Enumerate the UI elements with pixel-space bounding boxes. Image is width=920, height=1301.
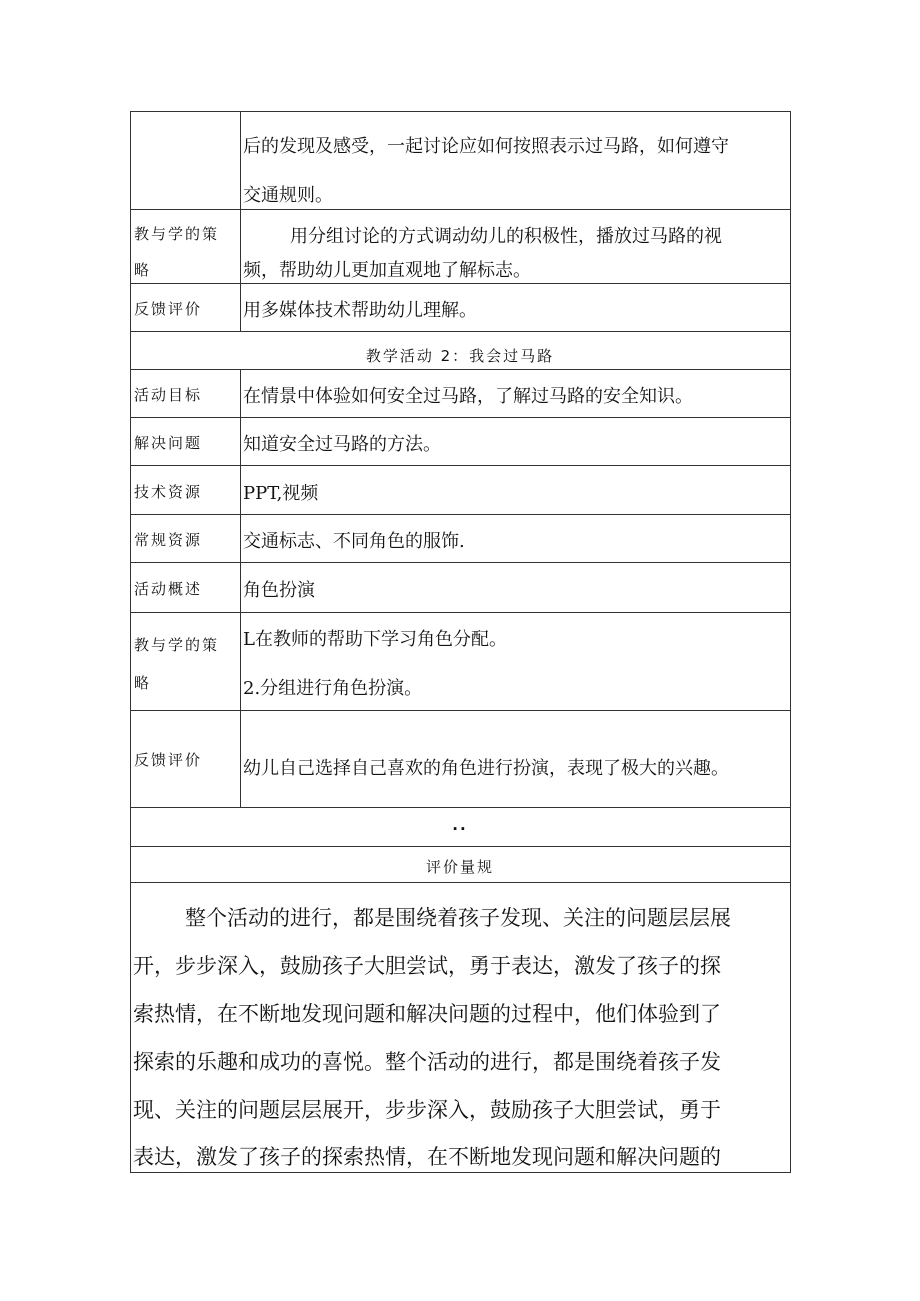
tech-label: 技术资源	[134, 483, 203, 501]
feedback1-value: 用多媒体技术帮助幼儿理解。	[243, 300, 477, 321]
strategy1-value-line-2: 频，帮助幼儿更加直观地了解标志。	[243, 260, 531, 281]
continuation-line-1: 后的发现及感受，一起讨论应如何按照表示过马路，如何遵守	[243, 136, 729, 157]
rubric-title: 评价量规	[425, 858, 494, 876]
regular-label: 常规资源	[134, 531, 203, 549]
strategy2-value-line-2: 2.分组进行角色扮演。	[243, 678, 423, 699]
strategy1-label-line-1: 教与学的策	[134, 225, 220, 243]
overview-label: 活动概述	[134, 580, 203, 598]
rubric-line-5: 现、关注的问题层层展开，步步深入，鼓励孩子大胆尝试，勇于	[133, 1098, 721, 1122]
problem-label: 解决问题	[134, 434, 203, 452]
regular-value: 交通标志、不同角色的服饰.	[243, 531, 465, 552]
rubric-line-4: 探索的乐趣和成功的喜悦。整个活动的进行，都是围绕着孩子发	[133, 1050, 721, 1074]
tech-value: PPT,视频	[243, 483, 319, 504]
rubric-line-1: 整个活动的进行，都是围绕着孩子发现、关注的问题层层展	[185, 906, 731, 930]
dots-row: ..	[452, 816, 468, 834]
continuation-line-2: 交通规则。	[243, 185, 333, 206]
strategy1-value-line-1: 用分组讨论的方式调动幼儿的积极性，播放过马路的视	[290, 226, 722, 247]
rubric-line-6: 表达，激发了孩子的探索热情，在不断地发现问题和解决问题的	[133, 1145, 721, 1169]
rubric-line-2: 开，步步深入，鼓励孩子大胆尝试，勇于表达，激发了孩子的探	[133, 954, 721, 978]
strategy2-value-line-1: L在教师的帮助下学习角色分配。	[243, 629, 507, 650]
rubric-line-3: 索热情，在不断地发现问题和解决问题的过程中，他们体验到了	[133, 1002, 721, 1026]
goal-value: 在情景中体验如何安全过马路，了解过马路的安全知识。	[243, 386, 693, 407]
activity2-title: 教学活动 2：我会过马路	[365, 347, 555, 365]
strategy2-label-line-2: 略	[134, 674, 152, 692]
feedback1-label: 反馈评价	[134, 300, 203, 318]
goal-label: 活动目标	[134, 386, 203, 404]
strategy2-label-line-1: 教与学的策	[134, 636, 220, 654]
problem-value: 知道安全过马路的方法。	[243, 434, 441, 455]
feedback2-label: 反馈评价	[134, 751, 203, 769]
overview-value: 角色扮演	[243, 580, 315, 601]
feedback2-value: 幼儿自己选择自己喜欢的角色进行扮演，表现了极大的兴趣。	[243, 758, 729, 779]
strategy1-label-line-2: 略	[134, 261, 152, 279]
